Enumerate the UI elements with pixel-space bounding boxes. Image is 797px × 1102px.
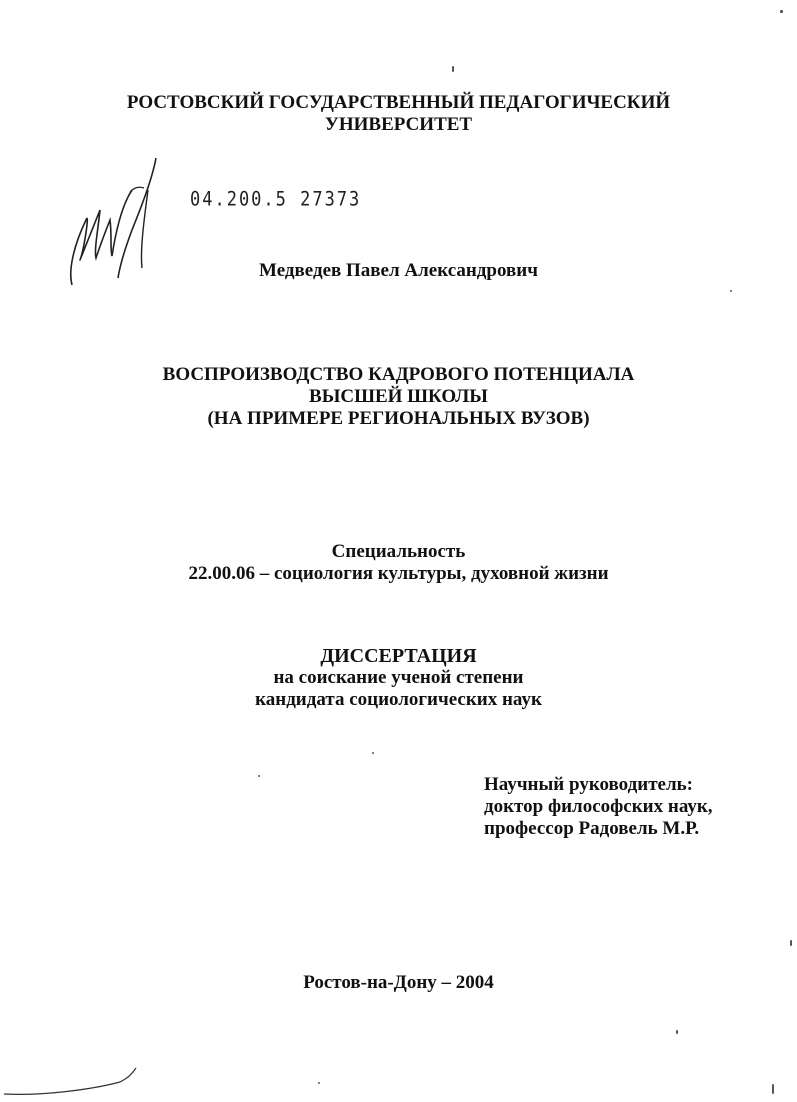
scan-speck: [452, 66, 454, 72]
dissertation-heading: ДИССЕРТАЦИЯ: [320, 645, 477, 667]
specialty-label: Специальность: [331, 541, 466, 562]
specialty: [0, 541, 797, 585]
university-line-2: УНИВЕРСИТЕТ: [324, 114, 473, 135]
scientific-supervisor: [484, 774, 713, 840]
dissertation-block: [0, 645, 797, 711]
author-name: Медведев Павел Александрович: [259, 260, 538, 281]
specialty-value: 22.00.06 – социология культуры, духовной жизни: [188, 563, 609, 584]
scan-scribble-mark: [0, 1060, 150, 1100]
scan-speck: [772, 1084, 774, 1094]
scan-speck: [318, 1082, 320, 1084]
supervisor-degree: доктор философских наук,: [484, 796, 713, 817]
supervisor-name: профессор Радовель М.Р.: [484, 818, 700, 839]
dissertation-title: [0, 364, 797, 430]
scan-speck: [372, 752, 374, 754]
scan-speck: [676, 1030, 678, 1034]
title-line-2: ВЫСШЕЙ ШКОЛЫ: [309, 386, 488, 407]
degree-line-1: на соискание ученой степени: [273, 667, 524, 688]
place-and-year: Ростов-на-Дону – 2004: [303, 972, 494, 993]
scan-speck: [790, 940, 792, 946]
title-line-1: ВОСПРОИЗВОДСТВО КАДРОВОГО ПОТЕНЦИАЛА: [162, 364, 635, 385]
title-line-3: (НА ПРИМЕРЕ РЕГИОНАЛЬНЫХ ВУЗОВ): [207, 408, 590, 429]
scan-speck: [780, 10, 783, 13]
scan-speck: [258, 775, 260, 777]
university-line-1: РОСТОВСКИЙ ГОСУДАРСТВЕННЫЙ ПЕДАГОГИЧЕСКИЙ: [126, 92, 671, 113]
degree-line-2: кандидата социологических наук: [255, 689, 542, 710]
university-name: [0, 92, 797, 136]
scan-speck: [730, 290, 732, 292]
library-stamp-number: 04.200.5 27373: [190, 188, 362, 211]
supervisor-label: Научный руководитель:: [484, 774, 693, 795]
